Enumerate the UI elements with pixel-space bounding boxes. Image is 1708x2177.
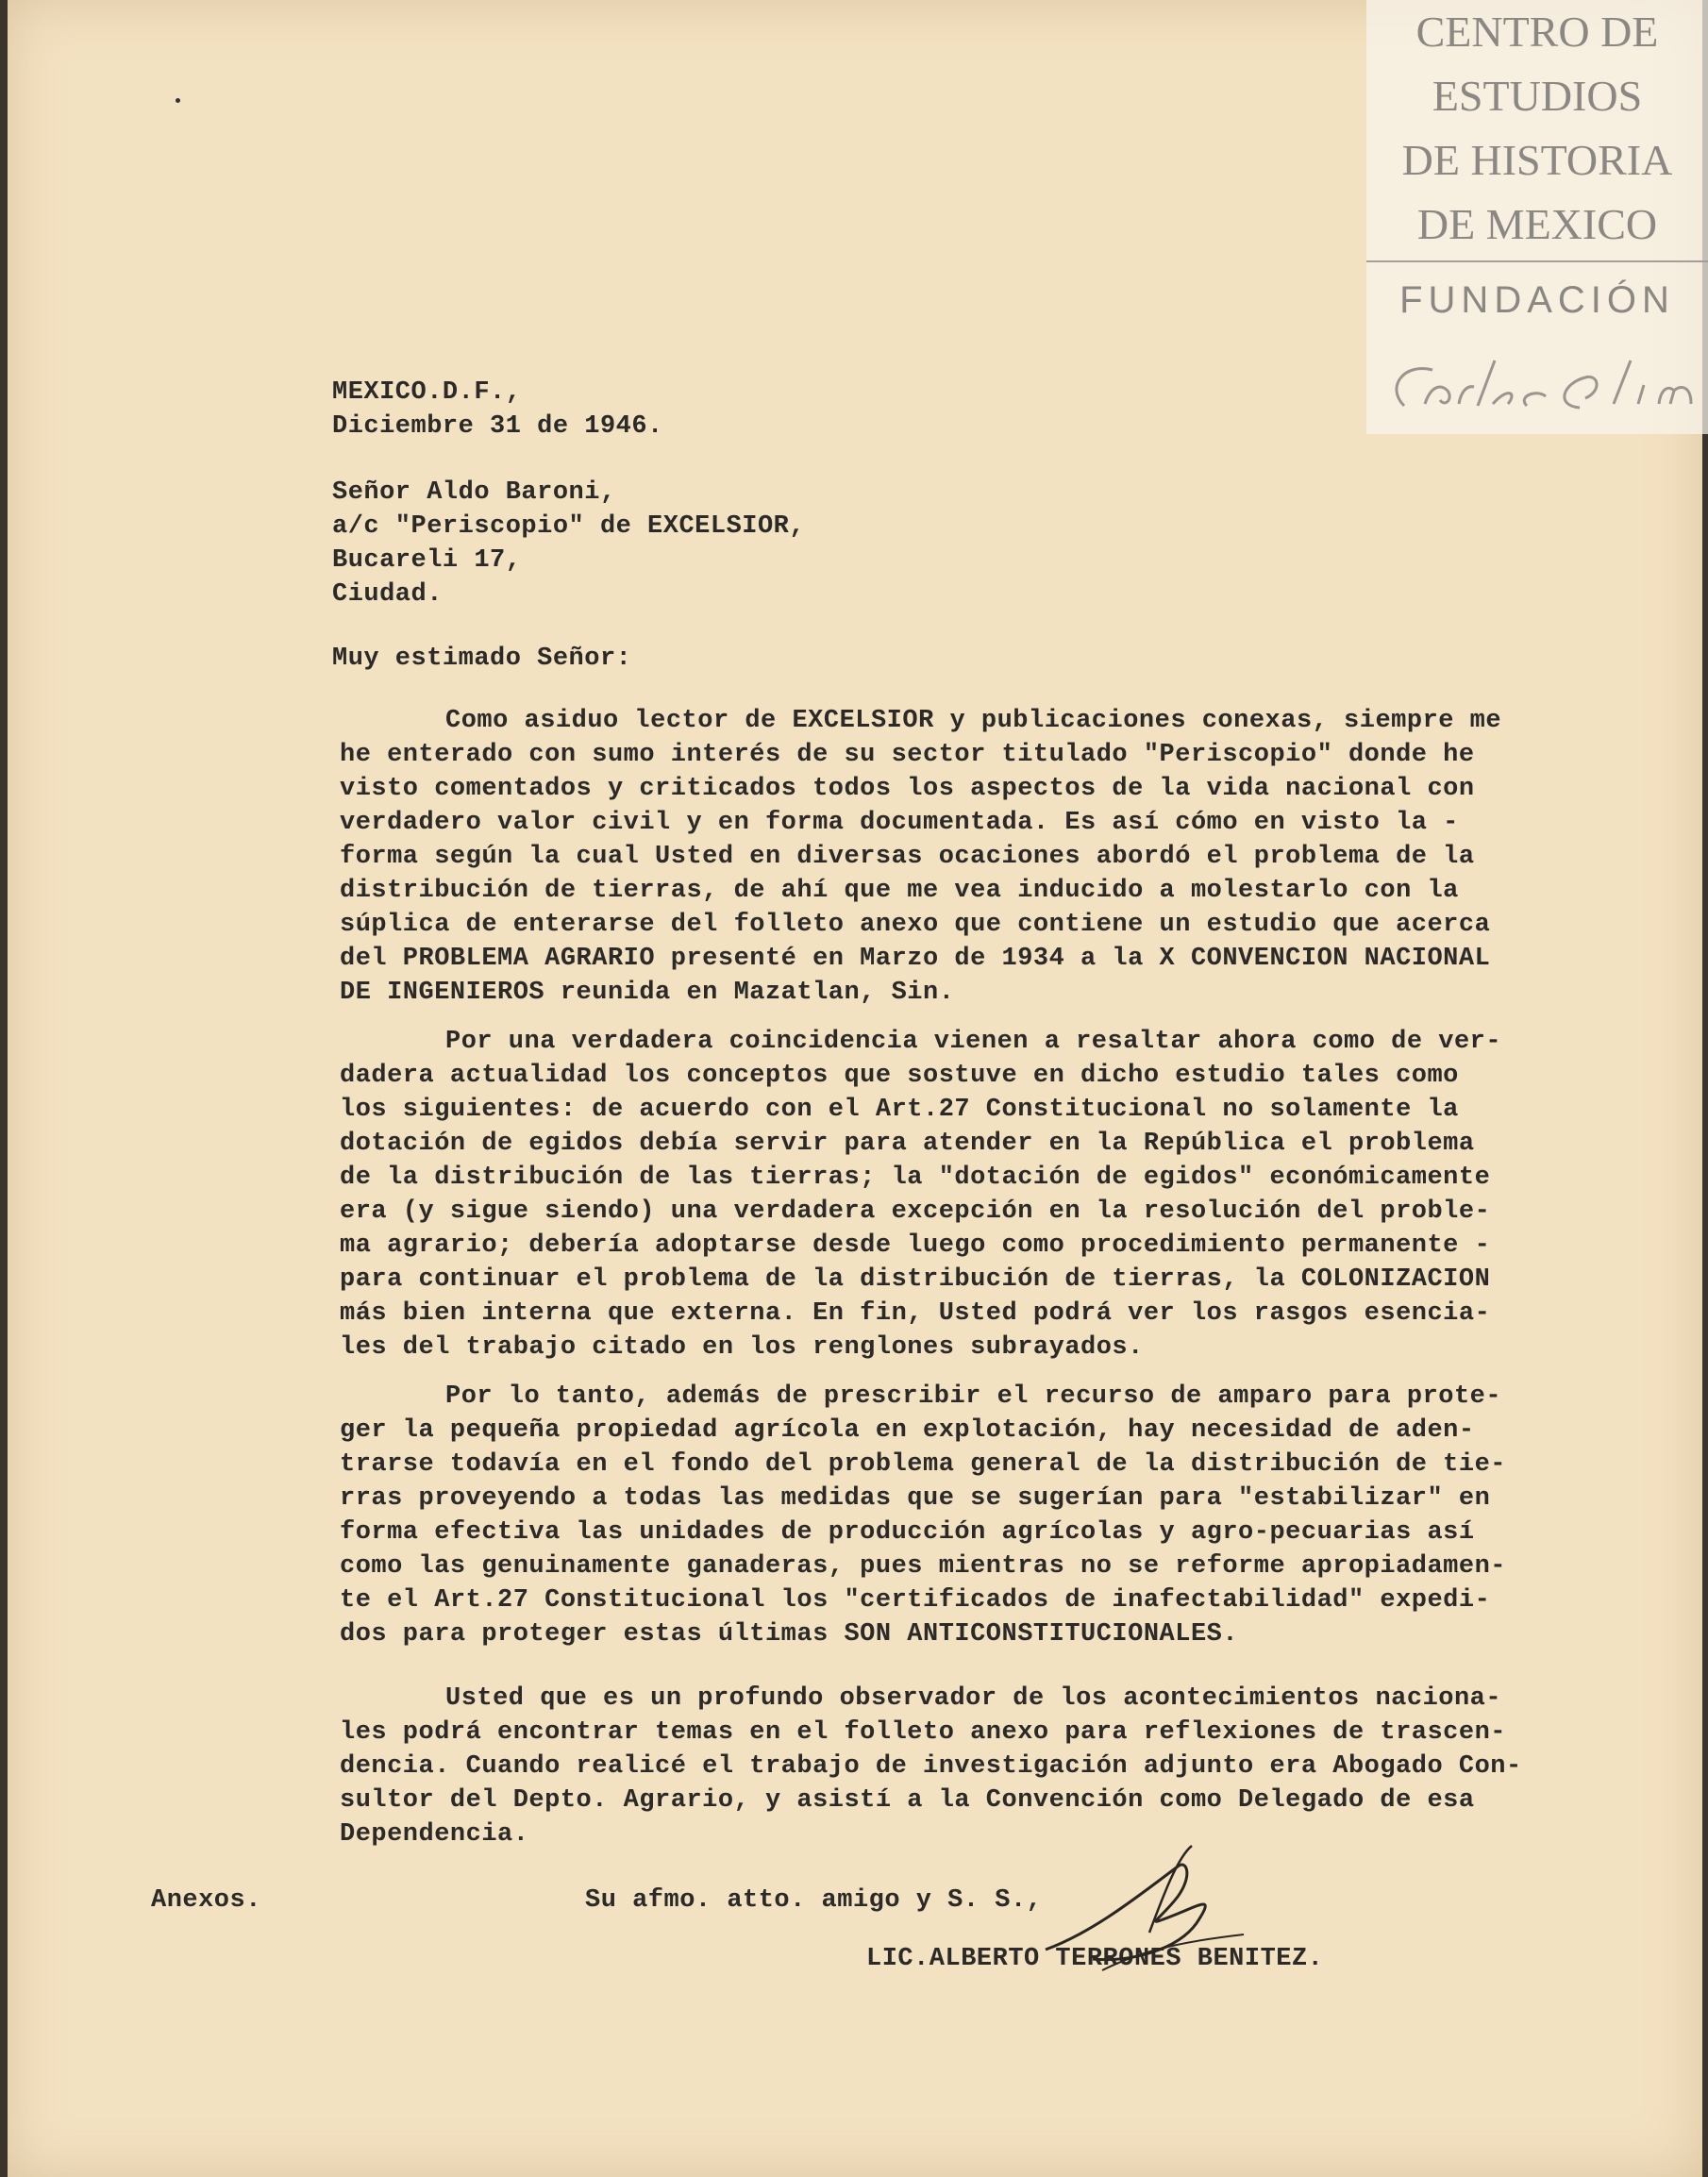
letter-place: MEXICO.D.F., bbox=[332, 378, 522, 407]
watermark-line: CENTRO DE bbox=[1415, 8, 1659, 56]
paragraph-4 bbox=[340, 1682, 1566, 1851]
text-line: era (y sigue siendo) una verdadera excepción en la resolución del proble- bbox=[340, 1197, 1491, 1226]
text-line: Por lo tanto, además de prescribir el recurso de amparo para prote- bbox=[445, 1382, 1502, 1411]
text-line: como las genuinamente ganaderas, pues mientras no se reforme apropiadamen- bbox=[340, 1552, 1506, 1581]
watermark-divider bbox=[1366, 260, 1708, 262]
paragraph-3 bbox=[340, 1380, 1566, 1651]
watermark-line: DE HISTORIA bbox=[1401, 136, 1673, 184]
archive-watermark bbox=[1366, 0, 1708, 434]
text-line: más bien interna que externa. En fin, Usted podrá ver los rasgos esencia- bbox=[340, 1299, 1491, 1328]
foundation-signature-logo bbox=[1366, 349, 1708, 425]
recipient-attention: a/c "Periscopio" de EXCELSIOR, bbox=[332, 512, 806, 541]
text-line: Por una verdadera coincidencia vienen a resaltar ahora como de ver- bbox=[445, 1028, 1502, 1056]
text-line: súplica de enterarse del folleto anexo que contiene un estudio que acerca bbox=[340, 911, 1491, 939]
text-line: de la distribución de las tierras; la "dotación de egidos" económicamente bbox=[340, 1164, 1491, 1192]
text-line: trarse todavía en el fondo del problema general de la distribución de tie- bbox=[340, 1450, 1506, 1479]
text-line: forma efectiva las unidades de producción agrícolas y agro-pecuarias así bbox=[340, 1518, 1475, 1547]
paragraph-2 bbox=[340, 1025, 1566, 1365]
letter-date: Diciembre 31 de 1946. bbox=[332, 412, 663, 441]
recipient-street: Bucareli 17, bbox=[332, 546, 522, 575]
text-line: dos para proteger estas últimas SON ANTICONSTITUCIONALES. bbox=[340, 1620, 1239, 1649]
text-line: les podrá encontrar temas en el folleto anexo para reflexiones de trascen- bbox=[340, 1718, 1506, 1747]
text-line: he enterado con sumo interés de su sector titulado "Periscopio" donde he bbox=[340, 741, 1475, 769]
text-line: DE INGENIEROS reunida en Mazatlan, Sin. bbox=[340, 979, 955, 1007]
text-line: dencia. Cuando realicé el trabajo de investigación adjunto era Abogado Con- bbox=[340, 1752, 1522, 1781]
text-line: los siguientes: de acuerdo con el Art.27 Constitucional no solamente la bbox=[340, 1096, 1459, 1124]
text-line: te el Art.27 Constitucional los "certificados de inafectabilidad" expedi- bbox=[340, 1586, 1491, 1615]
punch-mark bbox=[176, 98, 180, 103]
closing: Su afmo. atto. amigo y S. S., bbox=[585, 1886, 1043, 1915]
text-line: Usted que es un profundo observador de los acontecimientos naciona- bbox=[445, 1684, 1502, 1713]
text-line: rras proveyendo a todas las medidas que se sugerían para "estabilizar" en bbox=[340, 1484, 1491, 1513]
text-line: ma agrario; debería adoptarse desde luego como procedimiento permanente - bbox=[340, 1231, 1491, 1260]
text-line: visto comentados y criticados todos los aspectos de la vida nacional con bbox=[340, 775, 1475, 803]
recipient-city: Ciudad. bbox=[332, 580, 443, 609]
watermark-line: ESTUDIOS bbox=[1432, 72, 1643, 120]
recipient-name: Señor Aldo Baroni, bbox=[332, 478, 616, 507]
watermark-line: DE MEXICO bbox=[1416, 200, 1658, 248]
watermark-foundation: FUNDACIÓN bbox=[1399, 279, 1675, 321]
text-line: dotación de egidos debía servir para atender en la República el problema bbox=[340, 1130, 1475, 1158]
text-line: del PROBLEMA AGRARIO presenté en Marzo de 1934 a la X CONVENCION NACIONAL bbox=[340, 945, 1491, 973]
text-line: dadera actualidad los conceptos que sostuve en dicho estudio tales como bbox=[340, 1062, 1459, 1090]
text-line: distribución de tierras, de ahí que me vea inducido a molestarlo con la bbox=[340, 877, 1459, 905]
text-line: sultor del Depto. Agrario, y asistí a la Convención como Delegado de esa bbox=[340, 1786, 1475, 1815]
text-line: ger la pequeña propiedad agrícola en explotación, hay necesidad de aden- bbox=[340, 1416, 1475, 1445]
text-line: verdadero valor civil y en forma documentada. Es así cómo en visto la - bbox=[340, 809, 1459, 837]
salutation: Muy estimado Señor: bbox=[332, 645, 632, 673]
handwritten-signature bbox=[1036, 1838, 1253, 1980]
paragraph-1 bbox=[340, 704, 1566, 1010]
text-line: para continuar el problema de la distribución de tierras, la COLONIZACION bbox=[340, 1265, 1491, 1294]
text-line: Como asiduo lector de EXCELSIOR y publicaciones conexas, siempre me bbox=[445, 707, 1502, 735]
signer-name: LIC.ALBERTO TERRONES BENITEZ. bbox=[866, 1945, 1324, 1973]
text-line: Dependencia. bbox=[340, 1820, 529, 1849]
text-line: les del trabajo citado en los renglones subrayados. bbox=[340, 1333, 1144, 1362]
enclosures-note: Anexos. bbox=[151, 1886, 261, 1915]
text-line: forma según la cual Usted en diversas ocaciones abordó el problema de la bbox=[340, 843, 1475, 871]
